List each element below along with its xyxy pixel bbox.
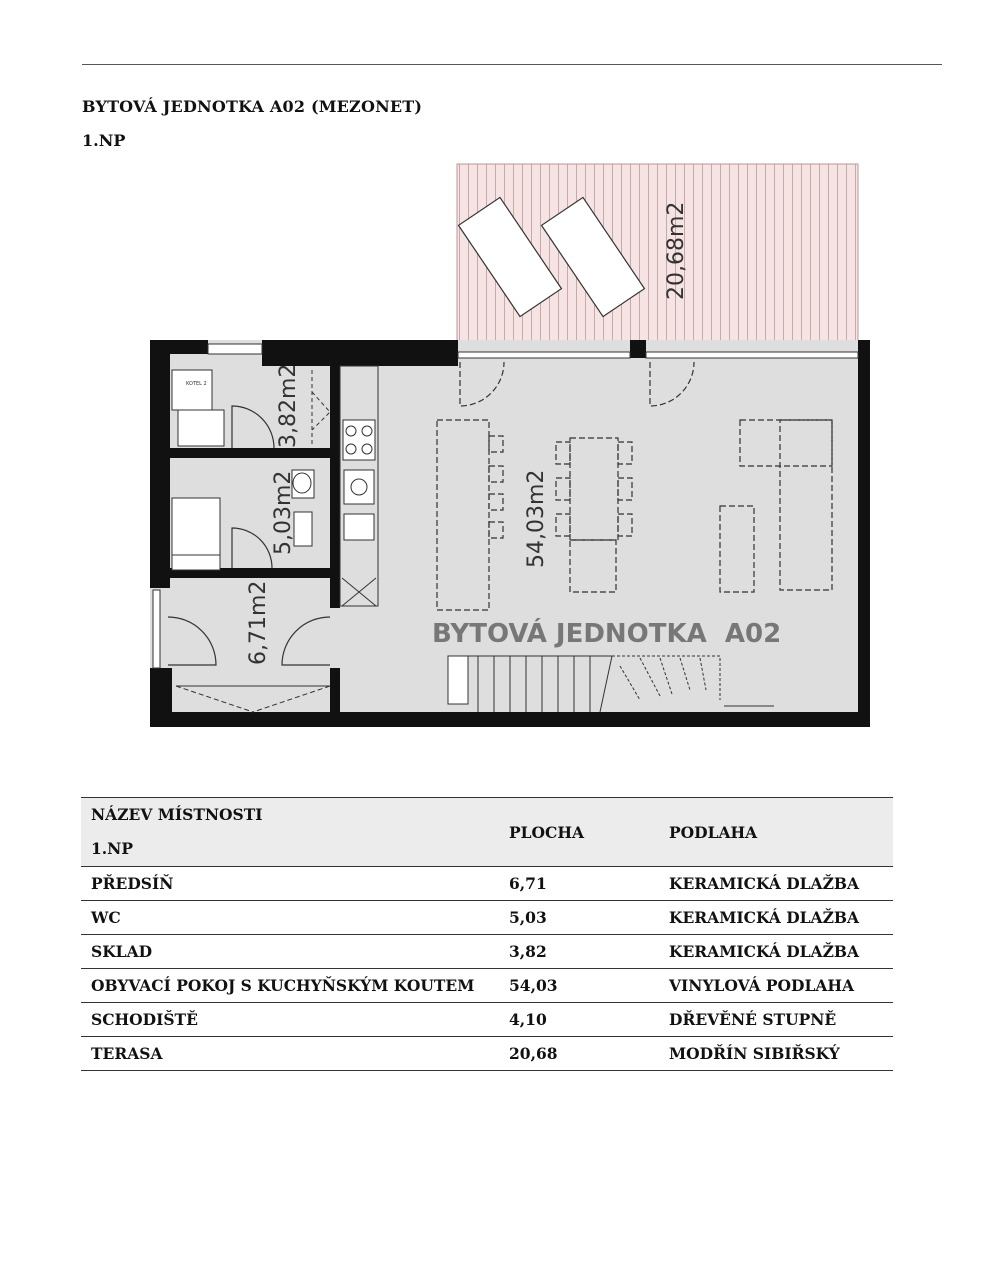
storage-area: 3,82m2	[276, 363, 301, 448]
room-flooring: KERAMICKÁ DLAŽBA	[659, 935, 893, 969]
terrace	[457, 164, 858, 354]
room-area: 20,68	[499, 1037, 659, 1071]
table-header-row	[81, 798, 893, 867]
table-row	[81, 1037, 893, 1071]
table-row	[81, 901, 893, 935]
page-title: BYTOVÁ JEDNOTKA A02 (MEZONET)	[82, 97, 423, 116]
room-flooring: VINYLOVÁ PODLAHA	[659, 969, 893, 1003]
wc-area: 5,03m2	[271, 470, 296, 555]
room-name: SKLAD	[81, 935, 499, 969]
terrace-area: 20,68m2	[664, 201, 689, 300]
living-area: 54,03m2	[524, 469, 549, 568]
room-area: 5,03	[499, 901, 659, 935]
unit-label: BYTOVÁ JEDNOTKA A02	[432, 619, 782, 649]
room-flooring: KERAMICKÁ DLAŽBA	[659, 901, 893, 935]
rooms-table	[81, 797, 893, 1071]
table-row	[81, 935, 893, 969]
room-area: 4,10	[499, 1003, 659, 1037]
table-row	[81, 1003, 893, 1037]
header-area: PLOCHA	[499, 798, 659, 867]
room-name: WC	[81, 901, 499, 935]
boiler-label: KOTEL 2	[186, 381, 207, 387]
table-row	[81, 969, 893, 1003]
room-flooring: MODŘÍN SIBIŘSKÝ	[659, 1037, 893, 1071]
room-flooring: DŘEVĚNÉ STUPNĚ	[659, 1003, 893, 1037]
room-name: SCHODIŠTĚ	[81, 1003, 499, 1037]
floor-label: 1.NP	[82, 131, 126, 150]
header-room-name: NÁZEV MÍSTNOSTI 1.NP	[81, 798, 499, 867]
table-row	[81, 867, 893, 901]
header-flooring: PODLAHA	[659, 798, 893, 867]
room-name: OBYVACÍ POKOJ S KUCHYŇSKÝM KOUTEM	[81, 969, 499, 1003]
room-flooring: KERAMICKÁ DLAŽBA	[659, 867, 893, 901]
room-name: TERASA	[81, 1037, 499, 1071]
room-area: 54,03	[499, 969, 659, 1003]
room-area: 3,82	[499, 935, 659, 969]
room-name: PŘEDSÍŇ	[81, 867, 499, 901]
room-area: 6,71	[499, 867, 659, 901]
hall-area: 6,71m2	[246, 580, 271, 665]
